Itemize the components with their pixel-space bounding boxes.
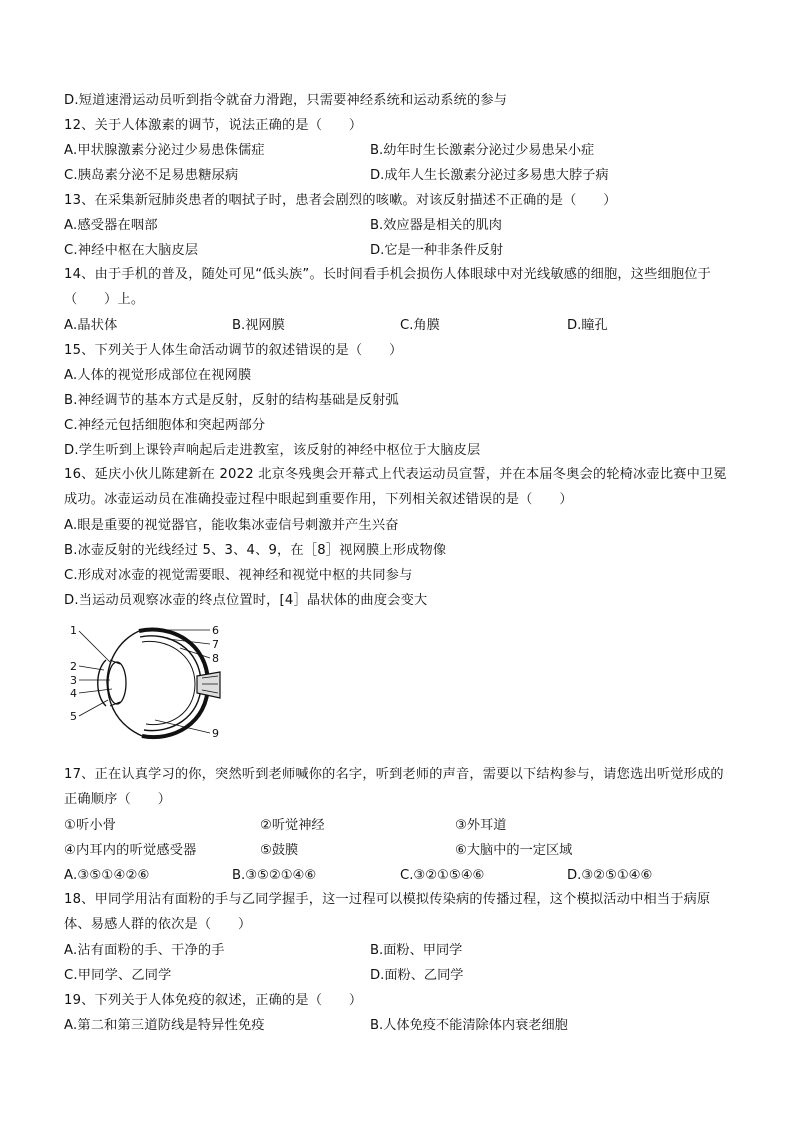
q12-stem: 12、关于人体激素的调节，说法正确的是（ ） [64, 118, 363, 133]
q16-option-b: B.冰壶反射的光线经过 5、3、4、9，在［8］视网膜上形成物像 [64, 543, 447, 558]
q14-option-d: D.瞳孔 [567, 318, 608, 333]
q17-option-b: B.③⑤②①④⑥ [232, 868, 317, 883]
q18-option-d: D.面粉、乙同学 [370, 968, 464, 983]
q18-stem: 18、甲同学用沾有面粉的手与乙同学握手，这一过程可以模拟传染病的传播过程，这个模拟活动中相当于病原体、易感人群的依次是（ ） [64, 892, 711, 932]
q14-option-a: A.晶状体 [64, 318, 118, 333]
q11-option-d: D.短道速滑运动员听到指令就奋力滑跑，只需要神经系统和运动系统的参与 [64, 93, 508, 108]
eye-label-3: 3 [70, 674, 77, 687]
q19-stem: 19、下列关于人体免疫的叙述，正确的是（ ） [64, 993, 363, 1008]
q16-option-a: A.眼是重要的视觉器官，能收集冰壶信号刺激并产生兴奋 [64, 518, 399, 533]
eye-label-9: 9 [212, 727, 219, 740]
q14-option-c: C.角膜 [400, 318, 440, 333]
q16-option-c: C.形成对冰壶的视觉需要眼、视神经和视觉中枢的共同参与 [64, 568, 413, 583]
eye-label-6: 6 [212, 624, 219, 637]
q16-option-d: D.当运动员观察冰壶的终点位置时，[4］晶状体的曲度会变大 [64, 593, 428, 608]
q17-item-2: ②听觉神经 [260, 818, 325, 833]
q18-option-a: A.沾有面粉的手、干净的手 [64, 943, 225, 958]
q15-option-a: A.人体的视觉形成部位在视网膜 [64, 368, 252, 383]
q17-option-a: A.③⑤①④②⑥ [64, 868, 150, 883]
q13-option-a: A.感受器在咽部 [64, 218, 158, 233]
eye-label-2: 2 [70, 660, 77, 673]
q17-stem: 17、正在认真学习的你，突然听到老师喊你的名字，听到老师的声音，需要以下结构参与，请您选出听觉形成的正确顺序（ ） [64, 767, 724, 807]
q14-stem: 14、由于手机的普及，随处可见“低头族”。长时间看手机会损伤人体眼球中对光线敏感的细胞，这些细胞位于（ ）上。 [64, 267, 712, 307]
q15-option-c: C.神经元包括细胞体和突起两部分 [64, 418, 266, 433]
q18-option-b: B.面粉、甲同学 [370, 943, 463, 958]
q15-option-d: D.学生听到上课铃声响起后走进教室，该反射的神经中枢位于大脑皮层 [64, 443, 481, 458]
q13-option-d: D.它是一种非条件反射 [370, 243, 504, 258]
q17-option-d: D.③②⑤①④⑥ [567, 868, 653, 883]
q12-option-b: B.幼年时生长激素分泌过少易患呆小症 [370, 143, 595, 158]
q12-option-d: D.成年人生长激素分泌过多易患大脖子病 [370, 168, 609, 183]
q12-option-c: C.胰岛素分泌不足易患糖尿病 [64, 168, 239, 183]
q16-stem: 16、延庆小伙儿陈建新在 2022 北京冬残奥会开幕式上代表运动员宣誓，并在本届冬奥会的轮椅冰壶比赛中卫冕成功。冰壶运动员在准确投壶过程中眼起到重要作用，下列相关叙述错误的是（ ） [64, 467, 727, 507]
q15-stem: 15、下列关于人体生命活动调节的叙述错误的是（ ） [64, 343, 403, 358]
q17-option-c: C.③②①⑤④⑥ [400, 868, 485, 883]
q19-option-a: A.第二和第三道防线是特异性免疫 [64, 1018, 265, 1033]
q17-item-5: ⑤鼓膜 [260, 843, 299, 858]
eye-label-5: 5 [70, 710, 77, 723]
q17-item-3: ③外耳道 [455, 818, 507, 833]
eye-diagram [60, 618, 235, 743]
eye-label-8: 8 [212, 652, 219, 665]
q17-item-1: ①听小骨 [64, 818, 117, 833]
q14-option-b: B.视网膜 [232, 318, 285, 333]
q19-option-b: B.人体免疫不能清除体内衰老细胞 [370, 1018, 568, 1033]
q13-option-c: C.神经中枢在大脑皮层 [64, 243, 199, 258]
q13-stem: 13、在采集新冠肺炎患者的咽拭子时，患者会剧烈的咳嗽。对该反射描述不正确的是（ ） [64, 193, 617, 208]
q17-item-4: ④内耳内的听觉感受器 [64, 843, 197, 858]
eye-label-4: 4 [70, 687, 77, 700]
eye-label-1: 1 [70, 624, 77, 637]
q15-option-b: B.神经调节的基本方式是反射，反射的结构基础是反射弧 [64, 393, 399, 408]
eye-label-7: 7 [212, 638, 219, 651]
q18-option-c: C.甲同学、乙同学 [64, 968, 172, 983]
q17-item-6: ⑥大脑中的一定区域 [455, 843, 573, 858]
q12-option-a: A.甲状腺激素分泌过少易患侏儒症 [64, 143, 265, 158]
q13-option-b: B.效应器是相关的肌肉 [370, 218, 502, 233]
